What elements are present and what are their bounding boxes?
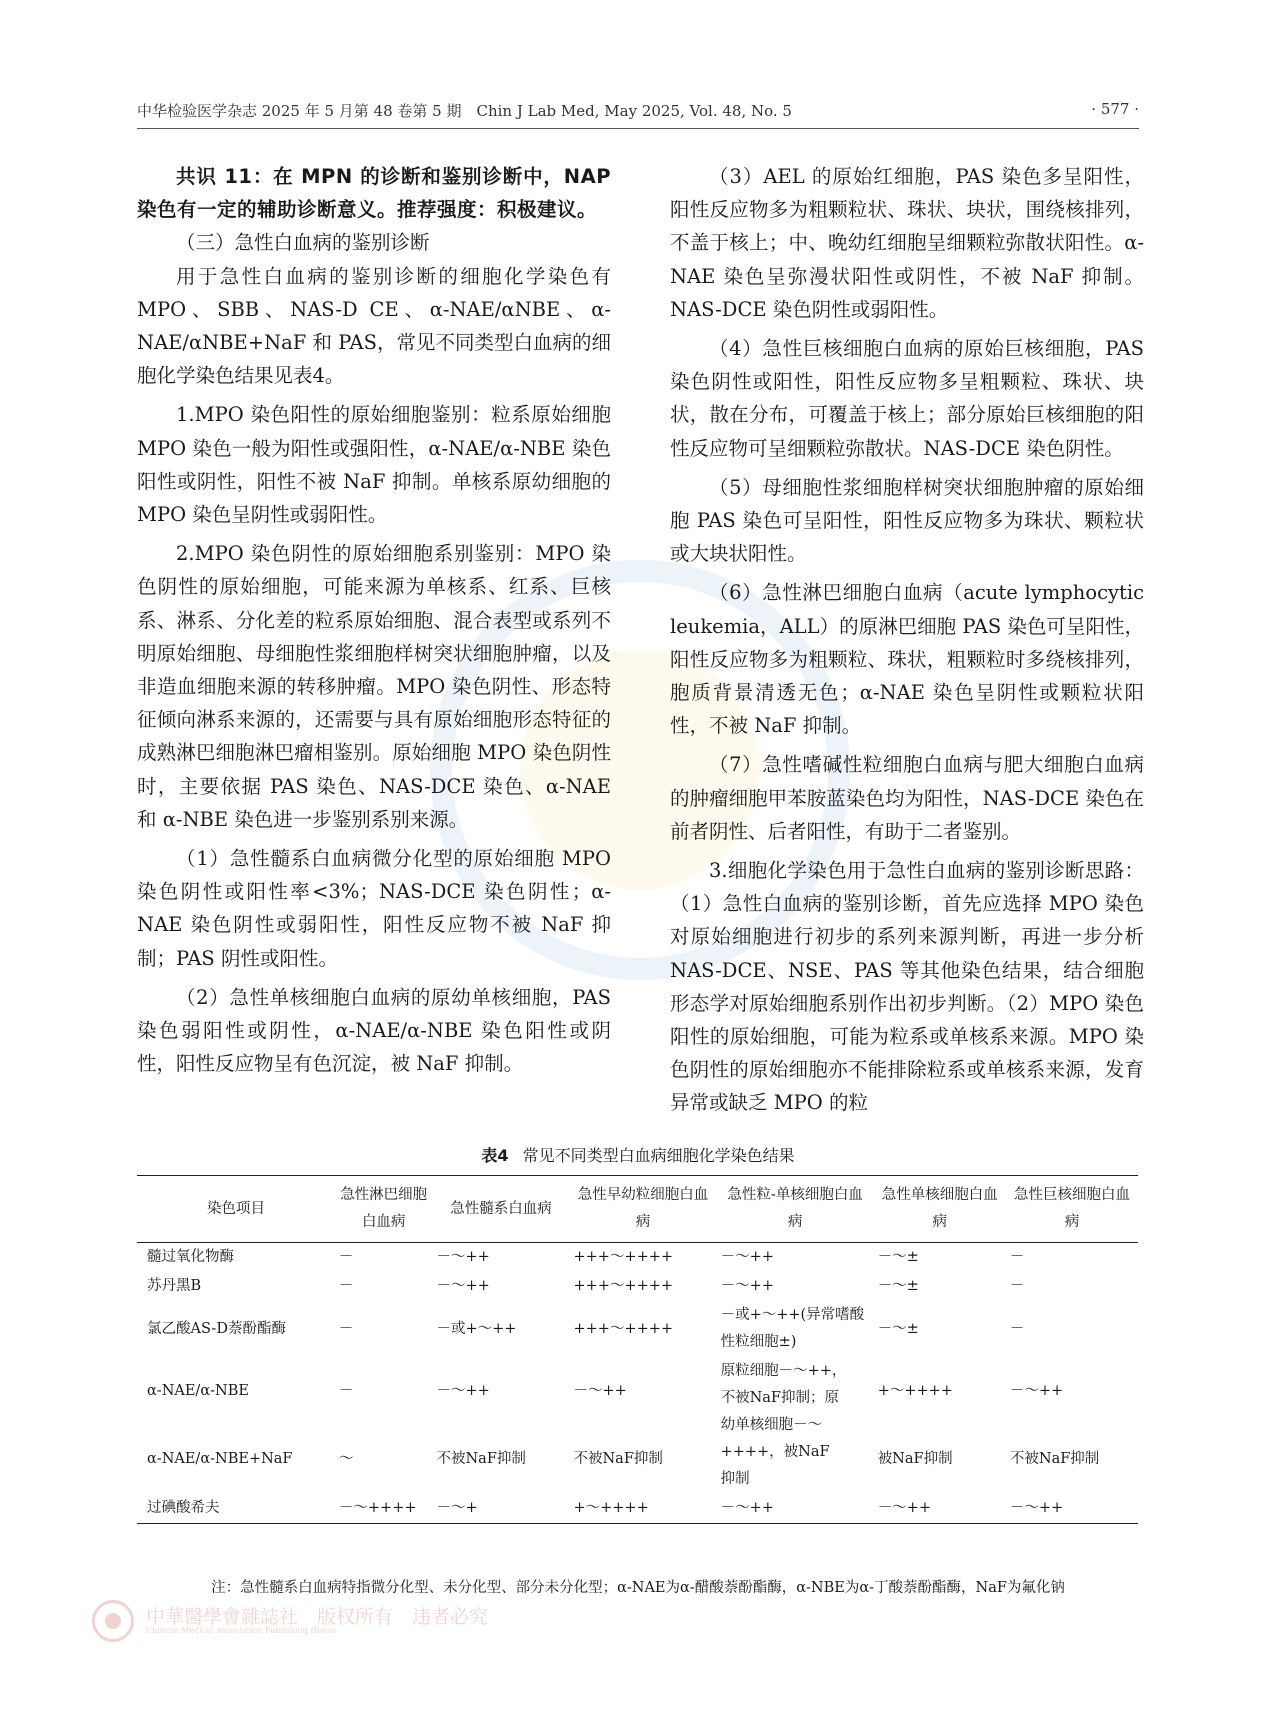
- publisher-name-en: Chinese Medical Association Publishing House: [146, 1626, 337, 1635]
- table-row: [137, 1357, 1138, 1426]
- paragraph: （3）AEL 的原始红细胞，PAS 染色多呈阳性，阳性反应物多为粗颗粒状、珠状、块状，围绕核排列，不盖于核上；中、晚幼红细胞呈细颗粒弥散状阳性。α-NAE 染色呈弥漫状阳性或阴性，不被 NaF 抑制。NAS-DCE 染色阴性或弱阳性。: [670, 165, 1144, 321]
- paragraph: 3.细胞化学染色用于急性白血病的鉴别诊断思路：（1）急性白血病的鉴别诊断，首先应选择 MPO 染色对原始细胞进行初步的系列来源判断，再进一步分析 NAS-DCE、NSE、PAS 等其他染色结果，结合细胞形态学对原始细胞系别作出初步判断。（2）MPO 染色阳性的原始细胞，可能为粒系或单核系来源。MPO 染色阴性的原始细胞亦不能排除粒系或单核系来源，发育异常或缺乏 MPO 的粒: [670, 859, 1144, 1115]
- table-row: [137, 1426, 1138, 1495]
- table-cell: －～++: [436, 1382, 490, 1399]
- cell-line: ++++，被NaF: [720, 1444, 830, 1460]
- paragraph: （7）急性嗜碱性粒细胞白血病与肥大细胞白血病的肿瘤细胞甲苯胺蓝染色均为阳性，NAS-DCE 染色在前者阴性、后者阳性，有助于二者鉴别。: [670, 753, 1144, 843]
- table-cell: －～++: [436, 1278, 490, 1294]
- table-number: 表4: [481, 1146, 509, 1165]
- paragraph: 1.MPO 染色阳性的原始细胞鉴别：粒系原始细胞 MPO 染色一般为阳性或强阳性，α-NAE/α-NBE 染色阳性或阴性，阳性不被 NaF 抑制。单核系原幼细胞的 MPO 染色呈阴性或弱阳性。: [137, 403, 611, 527]
- table-cell: 不被NaF抑制: [573, 1451, 663, 1468]
- table-cell: －～+: [436, 1500, 478, 1516]
- table-cell: ～: [338, 1451, 354, 1468]
- page-number: · 577 ·: [1091, 100, 1139, 118]
- cell-line: 不被NaF抑制；原: [720, 1390, 839, 1406]
- table-cell: －～±: [877, 1320, 919, 1337]
- column-header: 染色项目: [206, 1200, 265, 1217]
- table-cell: －～++: [720, 1278, 774, 1294]
- paragraph: （1）急性髓系白血病微分化型的原始细胞 MPO 染色阴性或阳性率<3%；NAS-DCE 染色阴性；α-NAE 染色阴性或弱阳性，阳性反应物不被 NaF 抑制；PAS 阴性或阳性。: [137, 847, 611, 970]
- paragraph: （5）母细胞性浆细胞样树突状细胞肿瘤的原始细胞 PAS 染色可呈阳性，阳性反应物多为珠状、颗粒状或大块状阳性。: [670, 475, 1144, 566]
- table-header-row: [137, 1176, 1138, 1243]
- table-cell: 不被NaF抑制: [436, 1451, 526, 1468]
- publisher-watermark: [92, 1598, 612, 1644]
- table-cell: －: [338, 1278, 354, 1294]
- table-cell: －～±: [877, 1249, 919, 1265]
- table-title: 常见不同类型白血病细胞化学染色结果: [522, 1146, 795, 1165]
- table-cell: 被NaF抑制: [877, 1451, 953, 1468]
- column-header: 急性粒-单核细胞白血病: [727, 1187, 863, 1230]
- column-header: 急性早幼粒细胞白血病: [577, 1187, 709, 1230]
- staining-results-table: [137, 1175, 1138, 1524]
- table-cell: 不被NaF抑制: [1009, 1451, 1100, 1468]
- cell-line: 幼单核细胞－～: [720, 1417, 823, 1433]
- table-cell: －或+～++(异常嗜酸性粒细胞±): [720, 1307, 865, 1350]
- table-cell: +～++++: [573, 1500, 649, 1516]
- table-caption: [137, 1143, 1139, 1166]
- paragraph: （6）急性淋巴细胞白血病（acute lymphocytic leukemia，ALL）的原淋巴细胞 PAS 染色可呈阳性，阳性反应物多为粗颗粒、珠状，粗颗粒时多绕核排列，胞质背景清透无色；α-NAE 染色呈阴性或颗粒状阳性，不被 NaF 抑制。: [670, 581, 1144, 738]
- table-cell: －～++: [1009, 1382, 1064, 1399]
- cell-line: 原粒细胞－～++，: [720, 1363, 847, 1379]
- right-column: [670, 160, 1144, 1120]
- table-cell: α-NAE/α-NBE: [147, 1382, 249, 1399]
- paragraph: （2）急性单核细胞白血病的原幼单核细胞，PAS 染色弱阳性或阴性，α-NAE/α-NBE 染色阳性或阴性，阳性反应物呈有色沉淀，被 NaF 抑制。: [137, 985, 611, 1076]
- paragraph: 2.MPO 染色阴性的原始细胞系别鉴别：MPO 染色阴性的原始细胞，可能来源为单核系、红系、巨核系、淋系、分化差的粒系原始细胞、混合表型或系列不明原始细胞、母细胞性浆细胞样树突状细胞肿瘤，以及非造血细胞来源的转移肿瘤。MPO 染色阴性、形态特征倾向淋系来源的，还需要与具有原始细胞形态特征的成熟淋巴细胞淋巴瘤相鉴别。原始细胞 MPO 染色阴性时，主要依据 PAS 染色、NAS-DCE 染色、α-NAE 和 α-NBE 染色进一步鉴别系别来源。: [137, 542, 611, 831]
- cell-line: 抑制: [720, 1471, 750, 1487]
- table-cell: 氯乙酸AS-D萘酚酯酶: [147, 1320, 286, 1337]
- column-header: 急性淋巴细胞白血病: [340, 1187, 428, 1230]
- table-cell: －: [338, 1249, 354, 1265]
- table-cell: －: [338, 1320, 354, 1337]
- table-cell: α-NAE/α-NBE+NaF: [147, 1451, 293, 1468]
- table-cell: －: [1009, 1320, 1025, 1337]
- table-row: [137, 1301, 1138, 1357]
- table-cell: 髓过氧化物酶: [147, 1249, 234, 1265]
- table-row: [137, 1272, 1138, 1301]
- column-header: 急性单核细胞白血病: [881, 1187, 998, 1230]
- table-cell: －或+～++: [436, 1320, 517, 1337]
- left-column: [137, 160, 611, 1080]
- table-cell: －～++: [573, 1382, 627, 1399]
- table-cell: －～++: [720, 1500, 774, 1516]
- paragraph: （4）急性巨核细胞白血病的原始巨核细胞，PAS 染色阴性或阳性，阳性反应物多呈粗颗粒、珠状、块状，散在分布，可覆盖于核上；部分原始巨核细胞的阳性反应物可呈细颗粒弥散状。NAS-DCE 染色阴性。: [670, 337, 1144, 460]
- table-cell: －～++: [1009, 1500, 1064, 1516]
- section-title: （三）急性白血病的鉴别诊断: [176, 231, 430, 255]
- table-cell: 过碘酸希夫: [147, 1500, 220, 1516]
- table-row: [137, 1243, 1138, 1273]
- table-cell: －: [1009, 1278, 1025, 1294]
- table-cell: －: [1009, 1249, 1025, 1265]
- publisher-seal-icon: [92, 1600, 134, 1642]
- running-header: [137, 100, 1139, 124]
- table-row: [137, 1494, 1138, 1524]
- table-cell: +～++++: [877, 1382, 953, 1399]
- header-rule: [137, 128, 1139, 129]
- table-cell: －～++++: [338, 1500, 417, 1516]
- journal-citation: 中华检验医学杂志 2025 年 5 月第 48 卷第 5 期 Chin J Lab Med, May 2025, Vol. 48, No. 5: [137, 102, 792, 120]
- table-cell: +++～++++: [573, 1320, 674, 1337]
- column-header: 急性巨核细胞白血病: [1013, 1187, 1130, 1230]
- table-cell: －～±: [877, 1278, 919, 1294]
- table-cell: －～++: [720, 1249, 774, 1265]
- table-cell: －～++: [877, 1500, 931, 1516]
- table-cell: +++～++++: [573, 1249, 674, 1265]
- table-cell: －: [338, 1382, 354, 1399]
- publisher-name: 中華醫學會雜誌社 版权所有 违者必究: [146, 1606, 489, 1628]
- consensus-statement: 共识 11：在 MPN 的诊断和鉴别诊断中，NAP 染色有一定的辅助诊断意义。推荐强度：积极建议。: [137, 165, 611, 222]
- table-cell: +++～++++: [573, 1278, 674, 1294]
- table-footnote: 注：急性髓系白血病特指微分化型、未分化型、部分未分化型；α-NAE为α-醋酸萘酚酯酶，α-NBE为α-丁酸萘酚酯酶，NaF为氟化钠: [211, 1580, 1065, 1596]
- table-cell: －～++: [436, 1249, 490, 1265]
- table-cell: 苏丹黑B: [147, 1278, 202, 1294]
- column-header: 急性髓系白血病: [450, 1200, 552, 1217]
- table-cell: [717, 1357, 874, 1494]
- paragraph: 用于急性白血病的鉴别诊断的细胞化学染色有 MPO、SBB、NAS-D CE、α-NAE/αNBE、α-NAE/αNBE+NaF 和 PAS，常见不同类型白血病的细胞化学染色结果见表4。: [137, 264, 611, 388]
